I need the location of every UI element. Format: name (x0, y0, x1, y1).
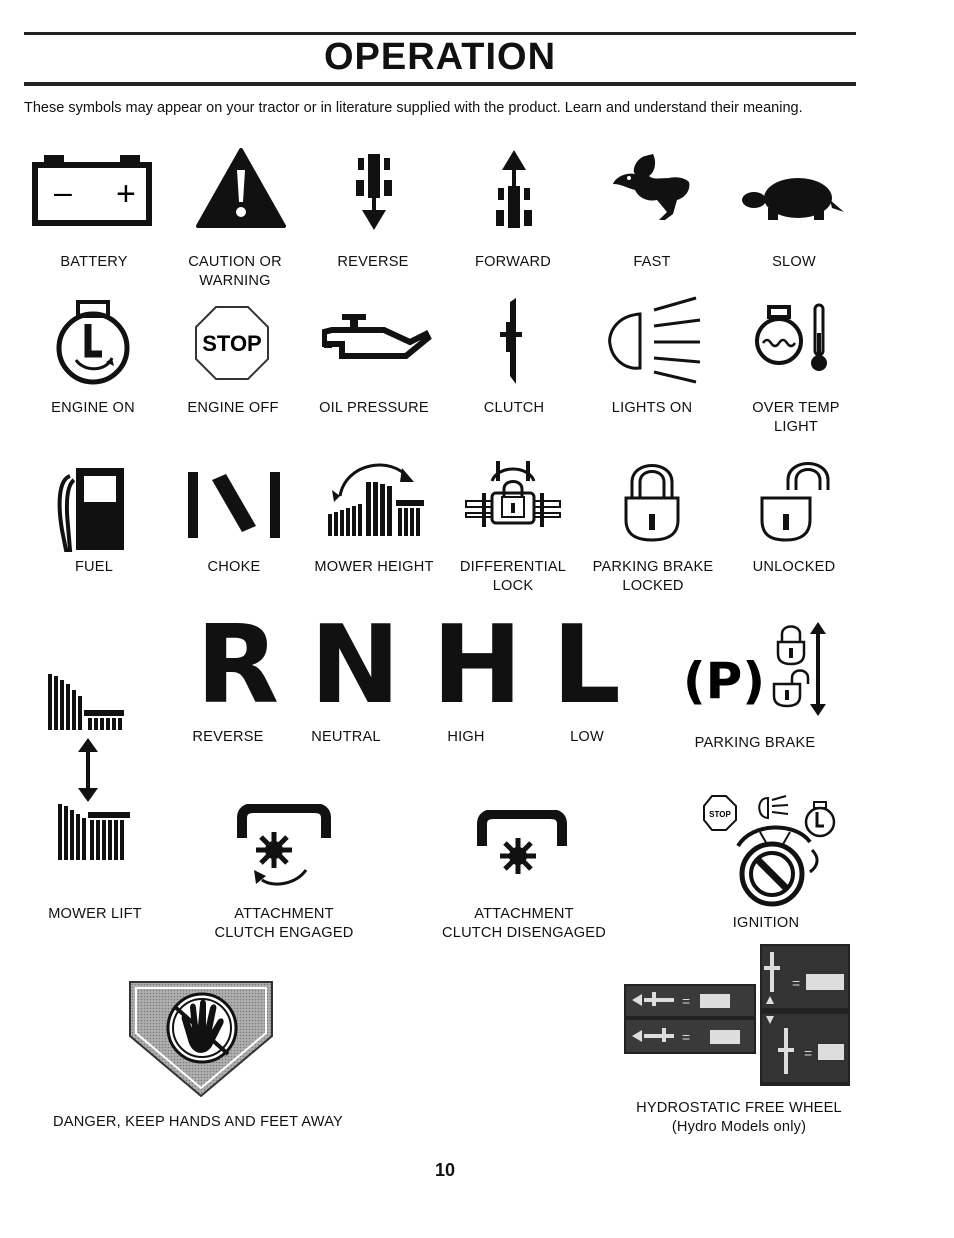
gear-letter-neutral: N (310, 603, 401, 728)
label-differential-lock (452, 558, 574, 596)
label-gear-reverse: REVERSE (192, 729, 264, 745)
label-choke: CHOKE (207, 559, 261, 575)
forward-icon (492, 150, 536, 230)
label-attach-engaged-line2: CLUTCH ENGAGED (214, 925, 354, 941)
label-attach-disengaged-line1: ATTACHMENT (474, 906, 574, 922)
unlocked-icon (758, 456, 834, 542)
parking-brake-p-icon (682, 648, 766, 708)
caution-warning-icon (196, 148, 286, 228)
label-ignition: IGNITION (732, 915, 800, 931)
choke-icon (186, 470, 282, 540)
gear-letter-low: L (552, 603, 621, 728)
ignition-icon (702, 792, 838, 908)
label-diff-lock-line2: LOCK (492, 578, 534, 594)
fuel-icon (52, 466, 126, 552)
title-underline (24, 82, 856, 86)
label-forward: FORWARD (475, 254, 551, 270)
label-gear-neutral: NEUTRAL (311, 729, 381, 745)
label-caution (170, 253, 300, 291)
over-temp-light-icon (755, 303, 831, 373)
label-attachment-disengaged (434, 905, 614, 943)
gear-letter-high: H (432, 603, 523, 728)
mower-lift-low-icon (56, 800, 132, 862)
danger-hands-feet-icon (128, 980, 274, 1098)
label-hydrostatic (624, 1099, 854, 1137)
label-parking-brake-locked (584, 558, 722, 596)
svg-text:=: = (682, 993, 691, 1009)
engine-off-stop-icon (194, 305, 270, 381)
label-fuel: FUEL (74, 559, 114, 575)
label-reverse: REVERSE (337, 254, 409, 270)
svg-text:STOP: STOP (709, 810, 731, 819)
label-battery: BATTERY (60, 254, 128, 270)
lights-on-icon (604, 296, 704, 386)
label-fast: FAST (633, 254, 671, 270)
label-engine-on: ENGINE ON (51, 400, 135, 416)
label-clutch: CLUTCH (483, 400, 545, 416)
engine-on-icon (50, 300, 136, 386)
mower-lift-arrow-icon (76, 738, 100, 802)
label-attachment-engaged (198, 905, 370, 943)
label-hydro-line2: (Hydro Models only) (671, 1119, 807, 1135)
top-rule (24, 32, 856, 35)
label-gear-high: HIGH (447, 729, 485, 745)
svg-text:+: + (116, 175, 136, 213)
label-diff-lock-line1: DIFFERENTIAL (459, 559, 567, 575)
svg-text:–: – (54, 174, 72, 210)
label-slow: SLOW (772, 254, 816, 270)
label-mower-lift: MOWER LIFT (48, 906, 142, 922)
label-pb-locked-line1: PARKING BRAKE (592, 559, 714, 575)
label-over-temp-line2: LIGHT (774, 419, 818, 435)
svg-text:STOP: STOP (202, 331, 262, 356)
mower-lift-high-icon (44, 672, 128, 732)
label-attach-disengaged-line2: CLUTCH DISENGAGED (442, 925, 606, 941)
label-caution-line2: WARNING (199, 273, 271, 289)
gear-letter-reverse: R (196, 603, 280, 728)
label-caution-line1: CAUTION OR (188, 254, 282, 270)
intro-text: These symbols may appear on your tractor or in literature supplied with the product. Learn and understand their meaning. (24, 100, 803, 116)
label-parking-brake: PARKING BRAKE (694, 735, 816, 751)
turtle-slow-icon (738, 168, 848, 224)
parking-brake-lock-arrow-icon (770, 622, 830, 716)
svg-text:=: = (804, 1045, 813, 1061)
label-lights-on: LIGHTS ON (611, 400, 693, 416)
svg-text:(P): (P) (682, 652, 766, 708)
page-title: OPERATION (323, 36, 557, 78)
oil-pressure-icon (322, 312, 432, 368)
parking-brake-locked-icon (622, 458, 682, 542)
label-unlocked: UNLOCKED (752, 559, 836, 575)
page-number: 10 (434, 1160, 456, 1180)
hydrostatic-free-wheel-icon (624, 944, 852, 1086)
svg-text:=: = (792, 975, 801, 991)
mower-height-icon (322, 452, 426, 542)
label-mower-height: MOWER HEIGHT (314, 559, 434, 575)
label-gear-low: LOW (570, 729, 604, 745)
label-hydro-line1: HYDROSTATIC FREE WHEEL (636, 1100, 842, 1116)
label-danger: DANGER, KEEP HANDS AND FEET AWAY (53, 1114, 343, 1130)
label-pb-locked-line2: LOCKED (622, 578, 684, 594)
differential-lock-icon (464, 457, 562, 537)
label-attach-engaged-line1: ATTACHMENT (234, 906, 334, 922)
svg-text:=: = (682, 1029, 691, 1045)
attachment-clutch-disengaged-icon (474, 810, 570, 882)
clutch-icon (496, 296, 526, 386)
label-over-temp-line1: OVER TEMP (752, 400, 840, 416)
label-engine-off: ENGINE OFF (187, 400, 279, 416)
attachment-clutch-engaged-icon (234, 804, 334, 890)
label-oil-pressure: OIL PRESSURE (319, 400, 429, 416)
reverse-icon (352, 152, 396, 232)
rabbit-fast-icon (605, 150, 695, 228)
label-over-temp (738, 399, 854, 437)
battery-icon (32, 155, 152, 227)
